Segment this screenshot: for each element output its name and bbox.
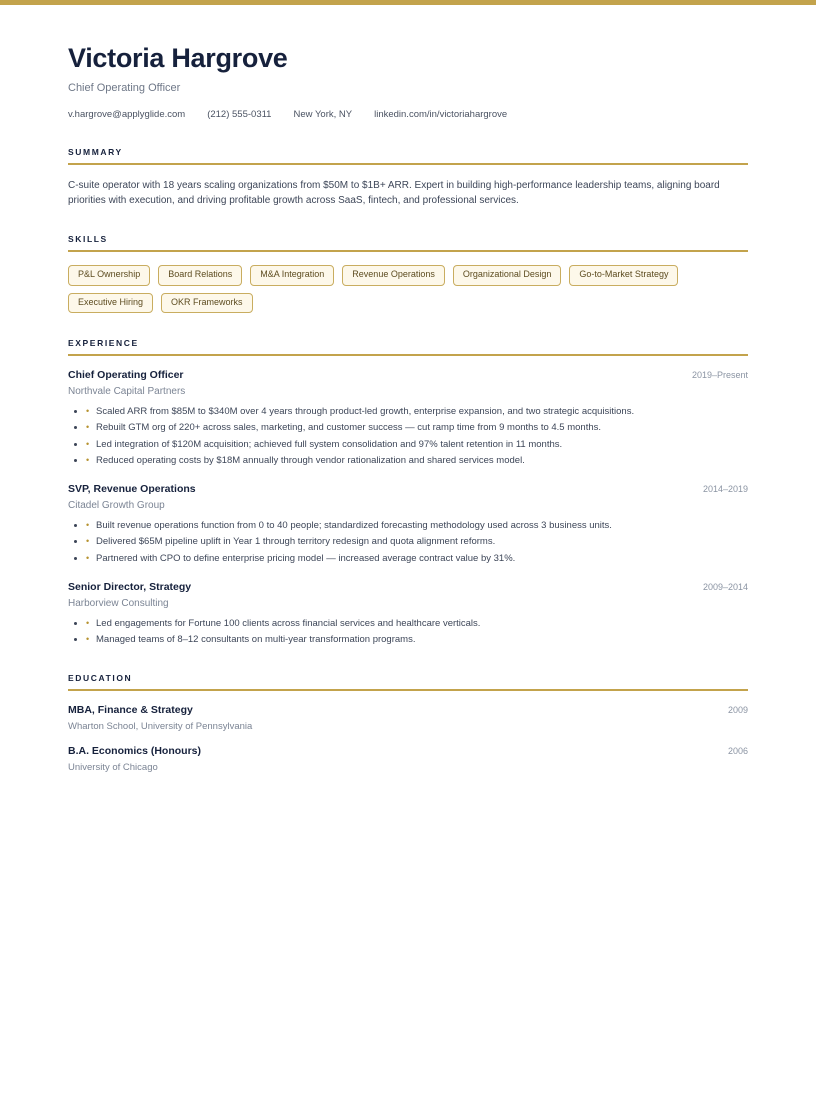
job-bullet: • • Led integration of $120M acquisition; achieved full system consolidation and 97% talent retention in 11 months. xyxy=(86,437,748,453)
section-title-experience: EXPERIENCE xyxy=(68,338,139,349)
education-entry xyxy=(68,704,748,733)
job-title: Senior Director, Strategy xyxy=(68,581,192,593)
experience-entry xyxy=(68,483,748,567)
candidate-headline: Chief Operating Officer xyxy=(68,82,181,95)
skill-chip[interactable]: OKR Frameworks xyxy=(161,293,253,314)
contact-email[interactable]: v.hargrove@applyglide.com xyxy=(68,109,186,121)
education-entry-header xyxy=(68,704,748,718)
experience-entry-header xyxy=(68,581,748,595)
job-bullet: • • Managed teams of 8–12 consultants on multi-year transformation programs. xyxy=(86,632,748,648)
job-dates: 2014–2019 xyxy=(702,484,748,495)
skills-chip-list xyxy=(68,265,748,314)
job-bullet: • • Reduced operating costs by $18M annually through vendor rationalization and shared services model. xyxy=(86,453,748,469)
candidate-name: Victoria Hargrove xyxy=(68,43,288,73)
job-company: Northvale Capital Partners xyxy=(68,386,186,398)
job-dates: 2009–2014 xyxy=(702,582,748,592)
contact-line xyxy=(68,108,748,121)
contact-separator xyxy=(352,108,374,121)
education-school: Wharton School, University of Pennsylvania xyxy=(68,720,253,732)
skill-chip[interactable]: Executive Hiring xyxy=(68,293,153,314)
resume-page xyxy=(0,5,816,774)
section-summary xyxy=(68,147,748,209)
job-company: Harborview Consulting xyxy=(68,597,169,609)
section-education xyxy=(68,673,748,774)
section-title-skills: SKILLS xyxy=(68,233,108,244)
skill-chip[interactable]: Revenue Operations xyxy=(342,265,445,286)
job-bullet: • • Rebuilt GTM org of 220+ across sales, marketing, and customer success — cut ramp time from 9 months to 4.5 months. xyxy=(86,420,748,436)
education-degree: MBA, Finance & Strategy xyxy=(68,704,193,717)
section-title-education: EDUCATION xyxy=(68,673,133,684)
section-rule xyxy=(68,163,748,165)
contact-linkedin[interactable]: linkedin.com/in/victoriahargrove xyxy=(374,109,508,121)
education-entry-header xyxy=(68,745,748,759)
education-year: 2006 xyxy=(727,746,748,757)
education-school: University of Chicago xyxy=(68,761,158,773)
contact-phone[interactable]: (212) 555-0311 xyxy=(207,109,272,121)
section-experience xyxy=(68,338,748,648)
contact-separator xyxy=(185,108,207,121)
job-title: SVP, Revenue Operations xyxy=(68,483,196,496)
skill-chip[interactable]: Organizational Design xyxy=(453,265,562,286)
job-bullet-list xyxy=(68,518,748,567)
contact-separator xyxy=(271,108,293,121)
education-entry xyxy=(68,745,748,774)
job-dates: 2019–Present xyxy=(691,370,748,381)
job-bullet: • • Delivered $65M pipeline uplift in Year 1 through territory redesign and quota alignment reforms. xyxy=(86,534,748,550)
job-bullet: • • Scaled ARR from $85M to $340M over 4 years through product-led growth, enterprise expansion, and two strategic acquisitions. xyxy=(86,404,748,420)
job-bullet-list xyxy=(68,404,748,469)
section-title-summary: SUMMARY xyxy=(68,146,123,157)
section-rule xyxy=(68,689,748,691)
section-skills xyxy=(68,234,748,314)
job-bullet-list xyxy=(68,616,748,649)
education-list xyxy=(68,704,748,774)
summary-text: C-suite operator with 18 years scaling organizations from $50M to $1B+ ARR. Expert in building high-performance leadership teams, aligning board priorities with execution, and driving profitable growth across SaaS, fintech, and professional services. xyxy=(68,179,720,207)
resume-header xyxy=(68,43,748,122)
experience-entry xyxy=(68,369,748,469)
experience-entry-header xyxy=(68,369,748,383)
experience-list xyxy=(68,369,748,648)
section-rule xyxy=(68,250,748,252)
skill-chip[interactable]: Go-to-Market Strategy xyxy=(569,265,678,286)
education-year: 2009 xyxy=(727,705,748,716)
job-bullet: • • Partnered with CPO to define enterprise pricing model — increased average contract value by 31%. xyxy=(86,551,748,567)
job-bullet: • • Led engagements for Fortune 100 clients across financial services and healthcare verticals. xyxy=(86,616,748,632)
section-rule xyxy=(68,354,748,356)
education-degree: B.A. Economics (Honours) xyxy=(68,745,202,758)
experience-entry-header xyxy=(68,483,748,497)
skill-chip[interactable]: Board Relations xyxy=(158,265,242,286)
experience-entry xyxy=(68,581,748,648)
skill-chip[interactable]: P&L Ownership xyxy=(68,265,150,286)
job-title: Chief Operating Officer xyxy=(68,369,184,382)
contact-location: New York, NY xyxy=(293,109,353,121)
skill-chip[interactable]: M&A Integration xyxy=(250,265,334,286)
job-company: Citadel Growth Group xyxy=(68,500,165,512)
job-bullet: • • Built revenue operations function from 0 to 40 people; standardized forecasting methodology used across 3 business units. xyxy=(86,518,748,534)
